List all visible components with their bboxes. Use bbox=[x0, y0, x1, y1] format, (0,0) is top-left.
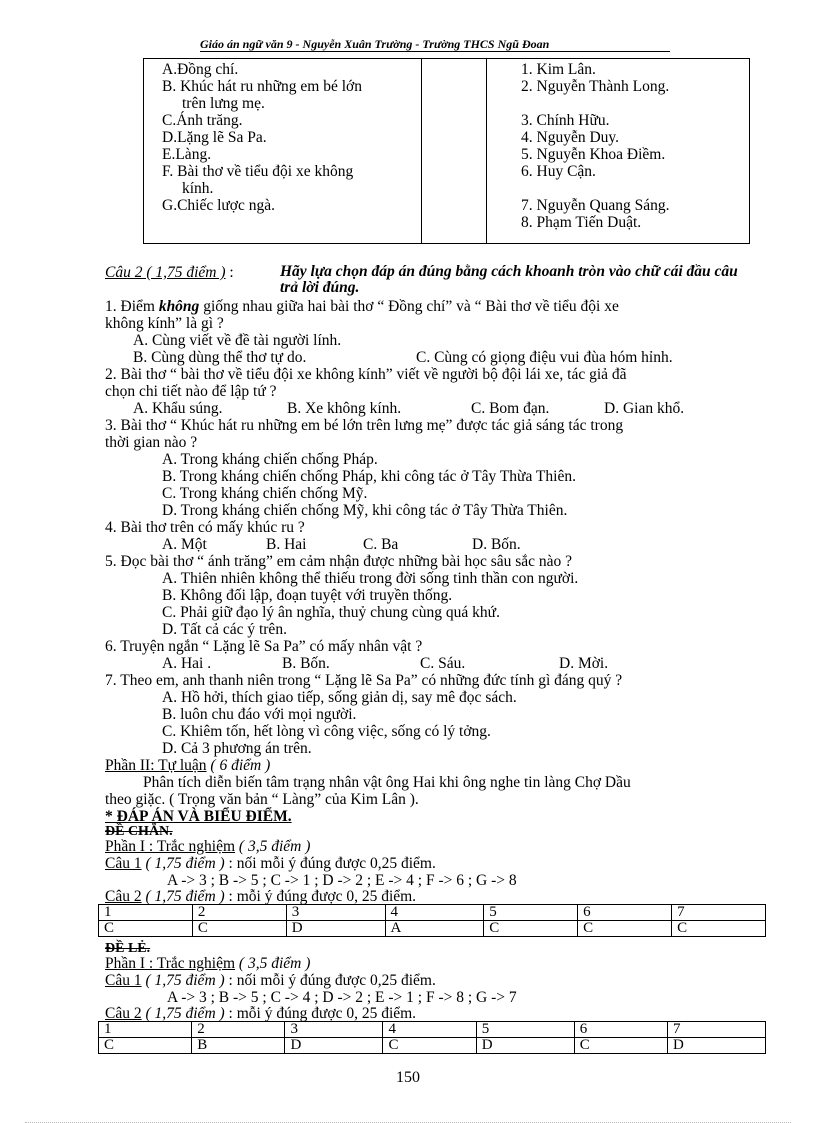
author-item: 1. Kim Lân. bbox=[521, 61, 596, 78]
grid-cell: C bbox=[192, 921, 286, 937]
q7-option-a: A. Hồ hởi, thích giao tiếp, sống giản dị, say mê đọc sách. bbox=[162, 689, 517, 706]
q2-option-b: B. Xe không kính. bbox=[287, 400, 402, 417]
q6-option-d: D. Mời. bbox=[559, 655, 609, 672]
answers-title: * ĐÁP ÁN VÀ BIỂU ĐIỂM. bbox=[105, 808, 292, 825]
even-cau2 bbox=[105, 888, 416, 905]
q1-pre: 1. Điểm bbox=[105, 298, 159, 315]
work-item: kính. bbox=[182, 180, 214, 197]
grid-cell: D bbox=[476, 1038, 574, 1054]
q2-line1: 2. Bài thơ “ bài thơ về tiểu đội xe không kính” viết về người bộ đội lái xe, tác giả đã bbox=[105, 366, 627, 383]
grid-number-row bbox=[99, 1022, 766, 1038]
odd-cau2-score: ( 1,75 điểm ) bbox=[141, 1005, 225, 1022]
odd-key: A -> 3 ; B -> 5 ; C -> 4 ; D -> 2 ; E -> 1 ; F -> 8 ; G -> 7 bbox=[167, 989, 517, 1006]
even-part1-score: ( 3,5 điểm ) bbox=[235, 838, 311, 855]
even-cau1-score: ( 1,75 điểm ) bbox=[141, 855, 225, 872]
even-cau2-label: Câu 2 bbox=[105, 888, 142, 905]
grid-cell: 5 bbox=[484, 905, 578, 921]
separator: : bbox=[225, 264, 234, 281]
q5-option-b: B. Không đối lập, đoạn tuyệt với truyền thống. bbox=[162, 587, 453, 604]
grid-cell: 3 bbox=[286, 905, 385, 921]
odd-cau2-label: Câu 2 bbox=[105, 1005, 142, 1022]
grid-cell: 5 bbox=[476, 1022, 574, 1038]
work-item: A.Đồng chí. bbox=[162, 61, 239, 78]
even-cau1-label: Câu 1 bbox=[105, 855, 142, 872]
odd-part1-score: ( 3,5 điểm ) bbox=[235, 955, 311, 972]
q5-option-d: D. Tất cả các ý trên. bbox=[162, 621, 287, 638]
page-header: Giáo án ngữ văn 9 - Nguyễn Xuân Trường - Trường THCS Ngũ Đoan bbox=[200, 37, 670, 52]
q5-option-c: C. Phải giữ đạo lý ân nghĩa, thuỷ chung cùng quá khứ. bbox=[162, 604, 500, 621]
work-item: D.Lặng lẽ Sa Pa. bbox=[162, 129, 267, 146]
author-item: 2. Nguyễn Thành Long. bbox=[521, 78, 670, 95]
part2-line2: theo giặc. ( Trọng văn bản “ Làng” của Kim Lân ). bbox=[105, 791, 419, 808]
grid-cell: D bbox=[667, 1038, 765, 1054]
grid-cell: 1 bbox=[99, 1022, 192, 1038]
part2-line1: Phân tích diễn biến tâm trạng nhân vật ông Hai khi ông nghe tin làng Chợ Dầu bbox=[143, 774, 631, 791]
q1-line2: không kính” là gì ? bbox=[105, 315, 224, 332]
work-item: trên lưng mẹ. bbox=[182, 95, 265, 112]
q2-option-d: D. Gian khổ. bbox=[604, 400, 685, 417]
q3-line1: 3. Bài thơ “ Khúc hát ru những em bé lớn trên lưng mẹ” được tác giả sáng tác trong bbox=[105, 417, 624, 434]
work-item: C.Ánh trăng. bbox=[162, 112, 243, 129]
grid-cell: 3 bbox=[285, 1022, 383, 1038]
odd-cau2-text: : mỗi ý đúng được 0, 25 điểm. bbox=[224, 1005, 417, 1022]
grid-answer-row bbox=[99, 921, 766, 937]
odd-part1 bbox=[105, 955, 310, 972]
grid-cell: C bbox=[484, 921, 578, 937]
q7-line1: 7. Theo em, anh thanh niên trong “ Lặng lẽ Sa Pa” có những đức tính gì đáng quý ? bbox=[105, 672, 623, 689]
odd-cau2 bbox=[105, 1005, 416, 1022]
cau2-label: Câu 2 ( 1,75 điểm ) bbox=[105, 264, 226, 281]
part2-heading bbox=[105, 757, 270, 774]
q7-option-b: B. luôn chu đáo với mọi người. bbox=[162, 706, 357, 723]
blank-column bbox=[421, 59, 487, 243]
grid-cell: C bbox=[383, 1038, 476, 1054]
even-answer-grid bbox=[98, 904, 766, 937]
q1-emphasis: không bbox=[158, 298, 200, 315]
grid-answer-row bbox=[99, 1038, 766, 1054]
author-item: 3. Chính Hữu. bbox=[521, 112, 610, 129]
grid-cell: C bbox=[578, 921, 672, 937]
even-cau2-score: ( 1,75 điểm ) bbox=[141, 888, 225, 905]
grid-cell: 2 bbox=[192, 1022, 285, 1038]
odd-cau1-score: ( 1,75 điểm ) bbox=[141, 972, 225, 989]
work-item: E.Làng. bbox=[162, 146, 212, 163]
q7-option-c: C. Khiêm tốn, hết lòng vì công việc, sống có lý tởng. bbox=[162, 723, 491, 740]
odd-answer-grid bbox=[98, 1021, 766, 1054]
q6-option-b: B. Bốn. bbox=[282, 655, 330, 672]
grid-cell: 7 bbox=[667, 1022, 765, 1038]
odd-cau1 bbox=[105, 972, 436, 989]
even-part1 bbox=[105, 838, 310, 855]
grid-cell: B bbox=[192, 1038, 285, 1054]
part2-score: ( 6 điểm ) bbox=[206, 757, 271, 774]
q4-option-d: D. Bốn. bbox=[472, 536, 521, 553]
q3-option-d: D. Trong kháng chiến chống Mỹ, khi công tác ở Tây Thừa Thiên. bbox=[162, 502, 568, 519]
grid-cell: 6 bbox=[574, 1022, 667, 1038]
odd-cau1-label: Câu 1 bbox=[105, 972, 142, 989]
grid-number-row bbox=[99, 905, 766, 921]
q1-option-b: B. Cùng dùng thể thơ tự do. bbox=[133, 349, 307, 366]
q4-option-b: B. Hai bbox=[266, 536, 307, 553]
even-cau1 bbox=[105, 855, 436, 872]
q3-option-b: B. Trong kháng chiến chống Pháp, khi công tác ở Tây Thừa Thiên. bbox=[162, 468, 576, 485]
q1-option-a: A. Cùng viết về đề tài người lính. bbox=[133, 332, 342, 349]
author-item: 8. Phạm Tiến Duật. bbox=[521, 214, 642, 231]
odd-cau1-text: : nối mỗi ý đúng được 0,25 điểm. bbox=[224, 972, 436, 989]
work-item: G.Chiếc lược ngà. bbox=[162, 197, 276, 214]
q4-line1: 4. Bài thơ trên có mấy khúc ru ? bbox=[105, 519, 305, 536]
odd-part1-label: Phần I : Trắc nghiệm bbox=[105, 955, 236, 972]
q1-line1 bbox=[105, 298, 619, 315]
q7-option-d: D. Cả 3 phương án trên. bbox=[162, 740, 312, 757]
q2-option-a: A. Khẩu súng. bbox=[133, 400, 223, 417]
even-part1-label: Phần I : Trắc nghiệm bbox=[105, 838, 236, 855]
q4-option-a: A. Một bbox=[162, 536, 207, 553]
even-cau2-text: : mỗi ý đúng được 0, 25 điểm. bbox=[224, 888, 417, 905]
work-item: B. Khúc hát ru những em bé lớn bbox=[162, 78, 362, 95]
question-2-heading bbox=[105, 264, 234, 281]
works-column bbox=[144, 59, 422, 243]
q6-line1: 6. Truyện ngắn “ Lặng lẽ Sa Pa” có mấy nhân vật ? bbox=[105, 638, 423, 655]
q3-option-a: A. Trong kháng chiến chống Pháp. bbox=[162, 451, 378, 468]
even-key: A -> 3 ; B -> 5 ; C -> 1 ; D -> 2 ; E -> 4 ; F -> 6 ; G -> 8 bbox=[167, 872, 517, 889]
grid-cell: D bbox=[286, 921, 385, 937]
author-item: 5. Nguyễn Khoa Điềm. bbox=[521, 146, 666, 163]
q3-option-c: C. Trong kháng chiến chống Mỹ. bbox=[162, 485, 368, 502]
grid-cell: 4 bbox=[385, 905, 484, 921]
even-title: ĐỀ CHẴN. bbox=[105, 824, 173, 839]
grid-cell: C bbox=[574, 1038, 667, 1054]
grid-cell: C bbox=[99, 921, 193, 937]
grid-cell: 6 bbox=[578, 905, 672, 921]
q2-line2: chọn chi tiết nào để lập tứ ? bbox=[105, 383, 277, 400]
even-cau1-text: : nối mỗi ý đúng được 0,25 điểm. bbox=[224, 855, 436, 872]
grid-cell: 2 bbox=[192, 905, 286, 921]
grid-cell: D bbox=[285, 1038, 383, 1054]
grid-cell: A bbox=[385, 921, 484, 937]
q5-line1: 5. Đọc bài thơ “ ánh trăng” em cảm nhận được những bài học sâu sắc nào ? bbox=[105, 553, 573, 570]
q1-post: giống nhau giữa hai bài thơ “ Đồng chí” và “ Bài thơ về tiểu đội xe bbox=[199, 298, 619, 315]
q3-line2: thời gian nào ? bbox=[105, 434, 198, 451]
odd-title: ĐỀ LẺ. bbox=[105, 941, 151, 956]
cau2-instruction: Hãy lựa chọn đáp án đúng bằng cách khoanh tròn vào chữ cái đầu câu trả lời đúng. bbox=[280, 263, 738, 296]
page-number: 150 bbox=[396, 1069, 420, 1086]
q4-option-c: C. Ba bbox=[363, 536, 399, 553]
work-item: F. Bài thơ về tiểu đội xe không bbox=[162, 163, 354, 180]
author-item: 6. Huy Cận. bbox=[521, 163, 596, 180]
matching-table bbox=[143, 58, 750, 244]
authors-column bbox=[487, 59, 749, 243]
author-item: 7. Nguyễn Quang Sáng. bbox=[521, 197, 670, 214]
grid-cell: 4 bbox=[383, 1022, 476, 1038]
q6-option-a: A. Hai . bbox=[162, 655, 212, 672]
q1-option-c: C. Cùng có giọng điệu vui đùa hóm hỉnh. bbox=[416, 349, 673, 366]
grid-cell: 1 bbox=[99, 905, 193, 921]
q5-option-a: A. Thiên nhiên không thể thiếu trong đời sống tinh thần con người. bbox=[162, 570, 579, 587]
grid-cell: C bbox=[99, 1038, 192, 1054]
grid-cell: C bbox=[672, 921, 766, 937]
part2-label: Phần II: Tự luận bbox=[105, 757, 207, 774]
author-item: 4. Nguyễn Duy. bbox=[521, 129, 620, 146]
q6-option-c: C. Sáu. bbox=[420, 655, 466, 672]
q2-option-c: C. Bom đạn. bbox=[471, 400, 550, 417]
grid-cell: 7 bbox=[672, 905, 766, 921]
